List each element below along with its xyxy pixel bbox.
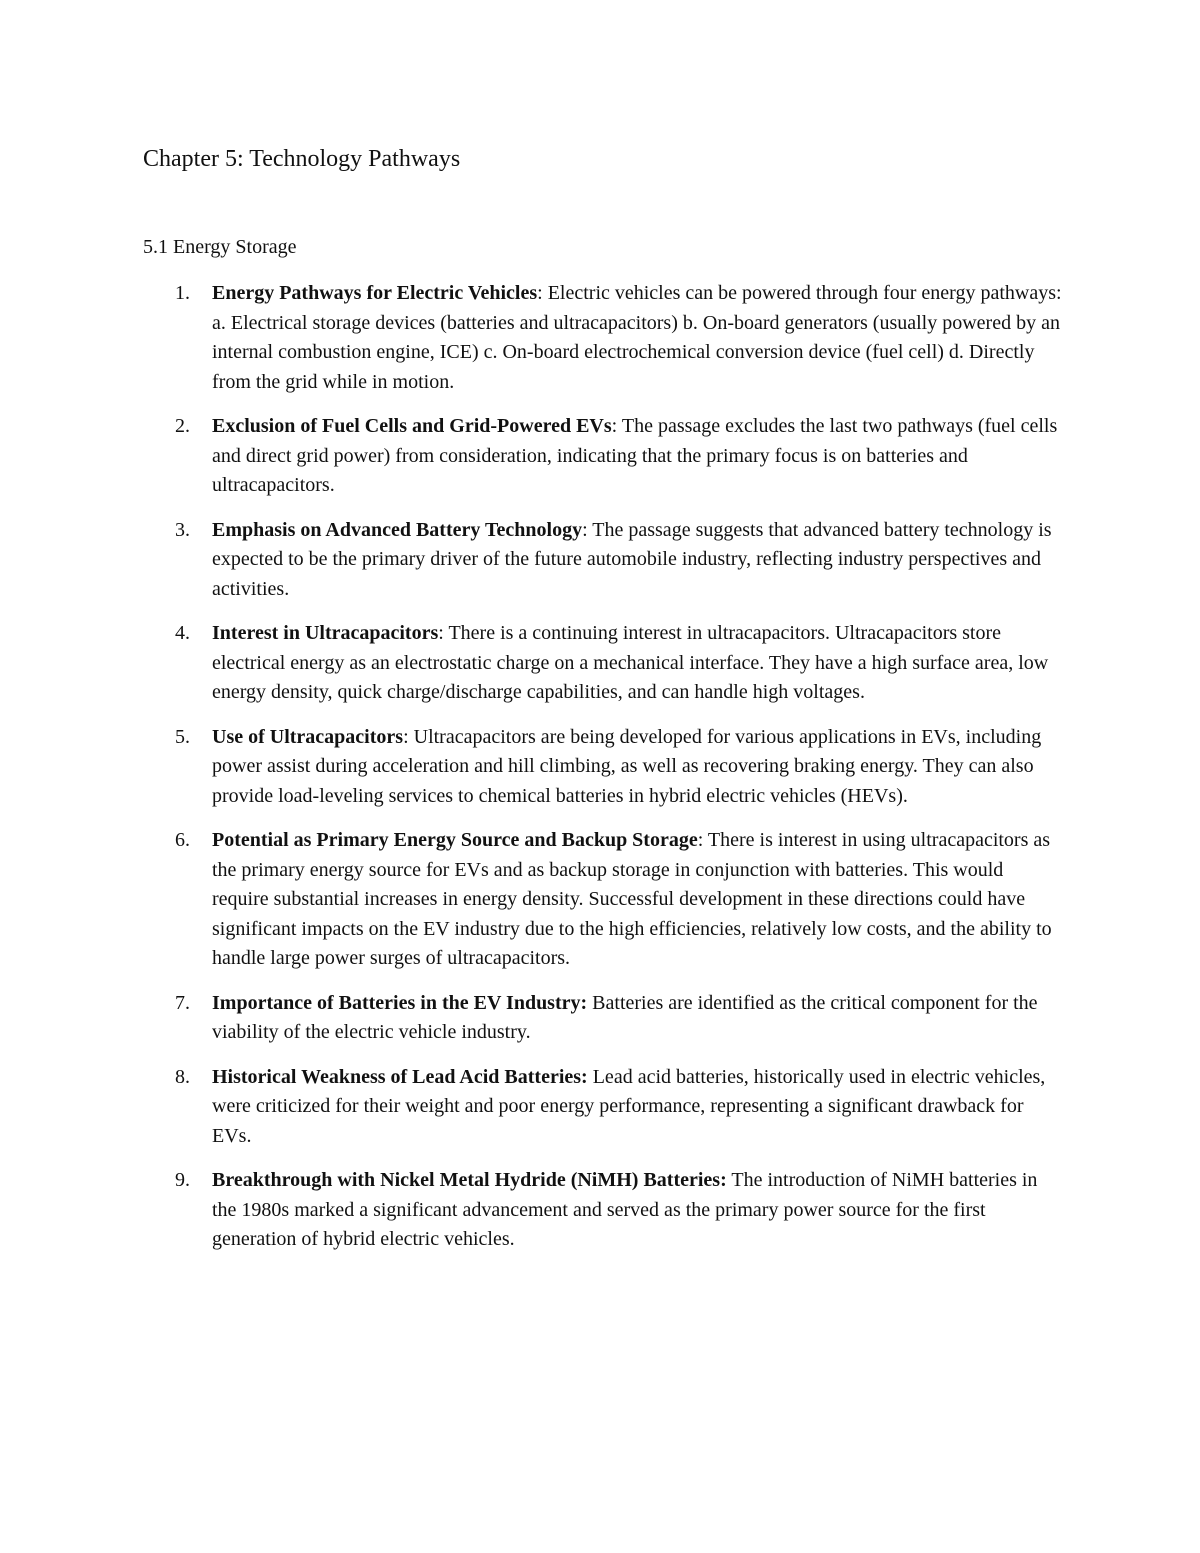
list-item [0, 989, 1200, 1048]
list-item-text: The introduction of NiMH batteries in the 1980s marked a significant advancement and served as the primary power source for the first generation of hybrid electric vehicles. [212, 1169, 1038, 1250]
list-item-body [212, 826, 1064, 974]
list-item [0, 412, 1200, 501]
list-item [0, 1063, 1200, 1152]
list-item-body [212, 1063, 1064, 1152]
list-item-text: : The passage suggests that advanced battery technology is expected to be the primary driver of the future automobile industry, reflecting industry perspectives and activities. [212, 518, 1052, 600]
list-item-term: Energy Pathways for Electric Vehicles [212, 282, 538, 304]
numbered-list [0, 279, 1200, 1270]
list-item-text: Batteries are identified as the critical component for the viability of the electric vehicle industry. [212, 991, 1038, 1043]
list-item [0, 619, 1200, 708]
list-item-term: Breakthrough with Nickel Metal Hydride (NiMH) Batteries: [212, 1169, 727, 1191]
list-item-term: Importance of Batteries in the EV Industry: [212, 991, 588, 1014]
list-item-number: 6. [175, 829, 190, 851]
list-item [0, 516, 1200, 605]
list-item-text: Lead acid batteries, historically used in electric vehicles, were criticized for their weight and poor energy performance, representing a significant drawback for EVs. [212, 1065, 1046, 1147]
list-item-term: Potential as Primary Energy Source and Backup Storage [212, 829, 698, 851]
list-item-number: 2. [175, 415, 190, 437]
list-item-number: 4. [175, 622, 190, 644]
list-item-term: Historical Weakness of Lead Acid Batteries: [212, 1065, 588, 1088]
list-item-body [212, 279, 1064, 397]
section-heading: 5.1 Energy Storage [143, 236, 297, 258]
list-item-text: : Ultracapacitors are being developed for various applications in EVs, including power assist during acceleration and hill climbing, as well as recovering braking energy. They can also provide load-leveling services to chemical batteries in hybrid electric vehicles (HEVs). [212, 725, 1042, 807]
list-item [0, 826, 1200, 974]
list-item-number: 1. [175, 282, 190, 304]
chapter-title: Chapter 5: Technology Pathways [143, 146, 461, 172]
list-item-term: Use of Ultracapacitors [212, 725, 404, 748]
list-item-number: 8. [175, 1065, 190, 1088]
list-item-body [212, 723, 1064, 812]
list-item-body [212, 516, 1064, 605]
list-item-number: 9. [175, 1169, 190, 1191]
list-item-term: Exclusion of Fuel Cells and Grid-Powered EVs [212, 415, 612, 437]
list-item-text: : There is a continuing interest in ultracapacitors. Ultracapacitors store electrical energy as an electrostatic charge on a mechanical interface. They have a high surface area, low energy density, quick charge/discharge capabilities, and can handle high voltages. [212, 622, 1049, 703]
list-item-term: Interest in Ultracapacitors [212, 622, 439, 644]
list-item-term: Emphasis on Advanced Battery Technology [212, 518, 583, 541]
list-item-text: : The passage excludes the last two pathways (fuel cells and direct grid power) from consideration, indicating that the primary focus is on batteries and ultracapacitors. [212, 415, 1058, 496]
list-item [0, 723, 1200, 812]
list-item-text: : There is interest in using ultracapacitors as the primary energy source for EVs and as backup storage in conjunction with batteries. This would require substantial increases in energy density. Successful development in these directions could have significant impacts on the EV industry due to the high efficiencies, relatively low costs, and the ability to handle large power surges of ultracapacitors. [212, 829, 1052, 969]
list-item-number: 5. [175, 725, 190, 748]
list-item-body [212, 412, 1064, 501]
list-item [0, 279, 1200, 397]
list-item [0, 1166, 1200, 1255]
list-item-body [212, 1166, 1064, 1255]
list-item-body [212, 619, 1064, 708]
list-item-body [212, 989, 1064, 1048]
list-item-text: : Electric vehicles can be powered through four energy pathways: a. Electrical storage devices (batteries and ultracapacitors) b. On-board generators (usually powered by an internal combustion engine, ICE) c. On-board electrochemical conversion device (fuel cell) d. Directly from the grid while in motion. [212, 282, 1062, 393]
list-item-number: 7. [175, 991, 190, 1014]
list-item-number: 3. [175, 518, 190, 541]
